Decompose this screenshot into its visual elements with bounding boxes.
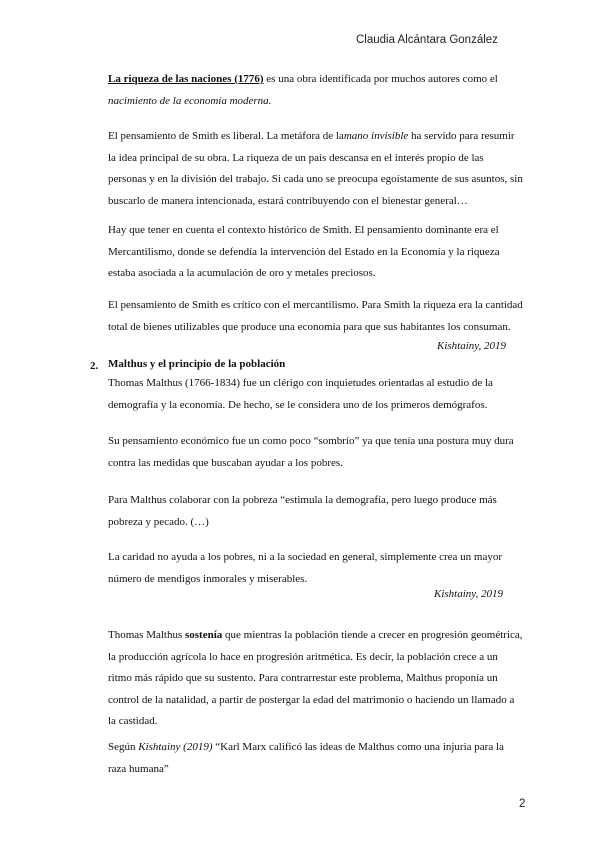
paragraph-riqueza: La riqueza de las naciones (1776) es una obra identificada por muchos autores como el nacimiento de la economía moderna.	[108, 73, 498, 107]
page-number: 2	[519, 798, 526, 810]
citation: Kishtainy, 2019	[437, 340, 507, 352]
paragraph-pobreza: Para Malthus colaborar con la pobreza “estimula la demografía, pero luego produce más pobreza y pecado. (…)	[108, 494, 497, 528]
paragraph-marx: Según Kishtainy (2019) “Karl Marx calificó las ideas de Malthus como una injuria para la raza humana”	[108, 741, 504, 775]
paragraph-contexto: Hay que tener en cuenta el contexto histórico de Smith. El pensamiento dominante era el Mercantilismo, donde se defendía la intervención del Estado en la Economía y la riqueza estaba asociada a la acumulación de oro y metales preciosos.	[108, 224, 500, 279]
author-header: Claudia Alcántara González	[356, 34, 498, 46]
paragraph-progresion: Thomas Malthus sostenía que mientras la población tiende a crecer en progresión geométrica, la producción agrícola lo hace en progresión aritmética. Es decir, la población crece a un ritmo más rápido que su sustento. Para contrarrestar este problema, Malthus proponía un control de la natalidad, a partir de postergar la edad del matrimonio o haciendo un llamado a la castidad.	[108, 629, 523, 727]
book-title: La riqueza de las naciones (1776)	[108, 73, 264, 85]
paragraph-caridad: La caridad no ayuda a los pobres, ni a la sociedad en general, simplemente crea un mayor número de mendigos inmorales y miserables.	[108, 551, 503, 585]
paragraph-sombrio: Su pensamiento económico fue un como poco “sombrío” ya que tenía una postura muy dura contra las medidas que buscaban ayudar a los pobres.	[108, 435, 514, 469]
paragraph-malthus-intro: Thomas Malthus (1766-1834) fue un clérigo con inquietudes orientadas al estudio de la demografía y la economía. De hecho, se le considera uno de los primeros demógrafos.	[108, 377, 493, 411]
paragraph-liberal: El pensamiento de Smith es liberal. La metáfora de lamano invisible ha servido para resumir la idea principal de su obra. La riqueza de un país descansa en el interés propio de las personas y en la división del trabajo. Si cada uno se preocupa egoístamente de sus asuntos, sin buscarlo de manera intencionada, estará contribuyendo con el bienestar general…	[108, 130, 523, 207]
paragraph-mercantilismo: El pensamiento de Smith es crítico con el mercantilismo. Para Smith la riqueza era la cantidad total de bienes utilizables que produce una economía para que sus habitantes los consuman.	[108, 299, 523, 333]
citation: Kishtainy, 2019	[434, 588, 504, 600]
section-heading: Malthus y el principio de la población	[108, 358, 286, 370]
section-number: 2.	[90, 360, 99, 372]
